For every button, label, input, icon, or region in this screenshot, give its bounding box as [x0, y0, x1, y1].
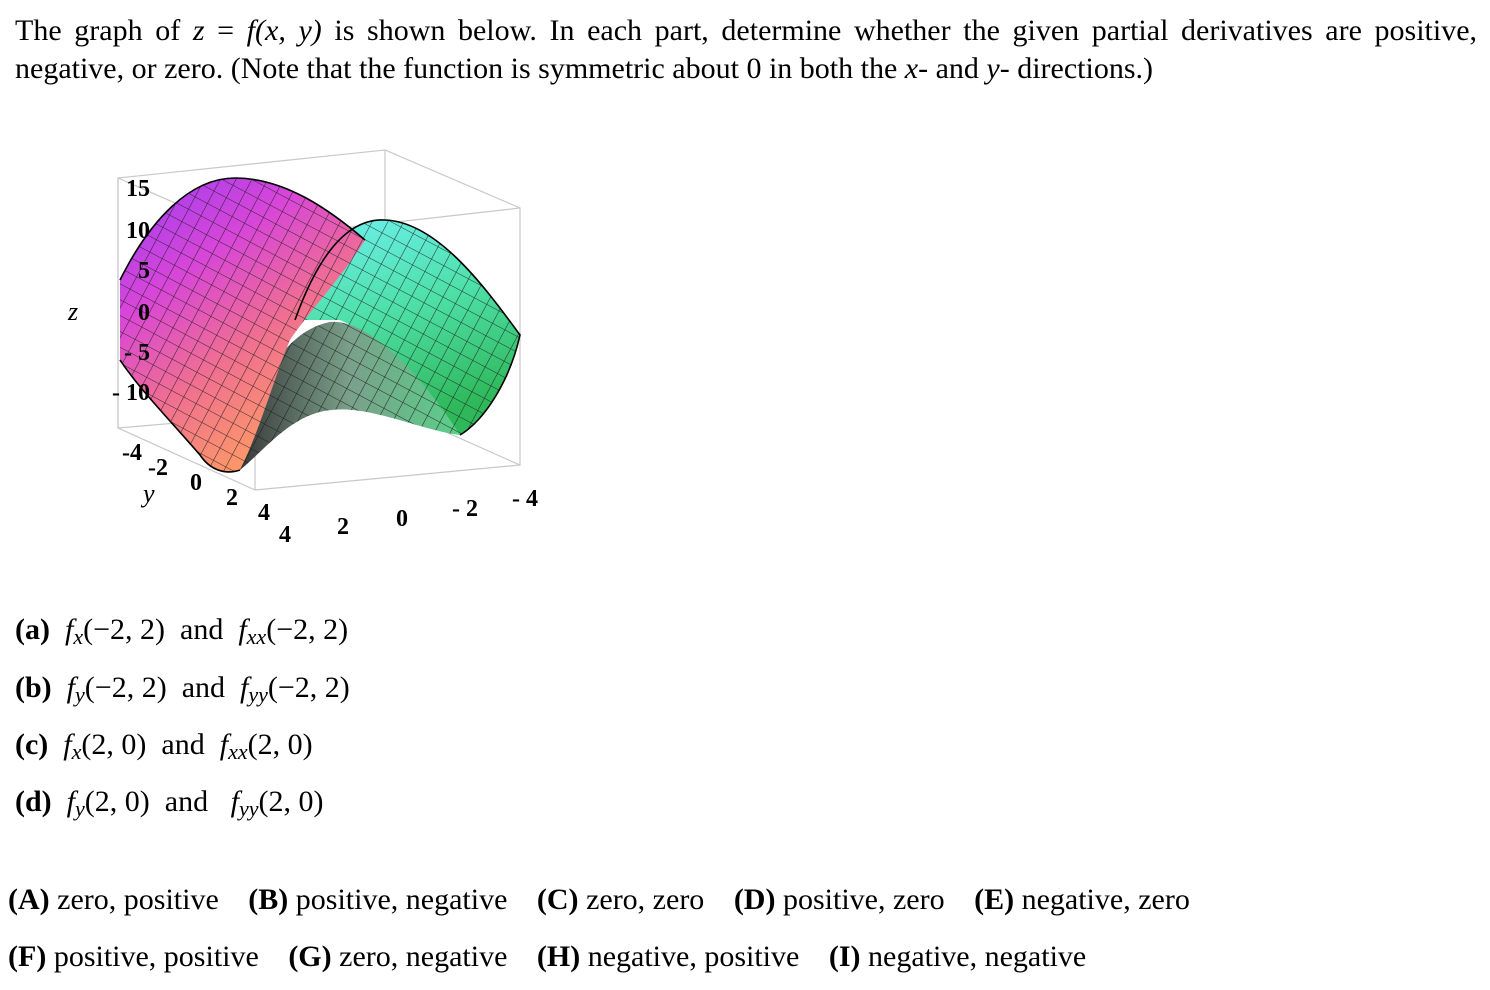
- part-label: (d): [15, 785, 52, 818]
- y-tick: -2: [148, 455, 168, 481]
- and-word: and: [180, 613, 224, 646]
- choice-text: positive, negative: [295, 883, 508, 916]
- choice-text: zero, positive: [57, 883, 219, 916]
- choice-key: (B): [248, 883, 289, 916]
- choice-key: (I): [828, 940, 861, 973]
- choice-text: negative, negative: [868, 940, 1087, 973]
- var-x: x: [904, 52, 919, 85]
- fn: f: [230, 785, 239, 818]
- choice-d: [734, 882, 945, 918]
- choice-key: (G): [288, 940, 332, 973]
- and-word: and: [164, 785, 209, 818]
- z-tick: 5: [138, 258, 150, 284]
- choice-key: (A): [8, 883, 50, 916]
- point: (2, 0): [81, 728, 147, 761]
- z-tick: 0: [138, 300, 150, 326]
- choice-b: [248, 882, 507, 918]
- choice-text: zero, zero: [586, 883, 705, 916]
- point: (−2, 2): [84, 671, 167, 704]
- subscript: x: [71, 739, 82, 764]
- y-axis-label: y: [143, 479, 155, 508]
- choice-f: [8, 939, 259, 975]
- choice-i: [829, 939, 1086, 975]
- choice-text: negative, positive: [587, 940, 800, 973]
- z-axis-label: z: [68, 297, 79, 326]
- fn: f: [219, 728, 229, 761]
- problem-statement: [15, 12, 1477, 88]
- subscript: x: [73, 624, 84, 649]
- subscript: y: [75, 796, 85, 821]
- choice-e: [974, 882, 1190, 918]
- intro-text-3: - and: [918, 52, 979, 85]
- fn: f: [66, 785, 76, 818]
- subscript: yy: [238, 796, 259, 821]
- x-tick: 4: [279, 522, 291, 548]
- choice-h: [537, 939, 799, 975]
- choice-g: [288, 939, 507, 975]
- choice-c: [537, 882, 704, 918]
- choice-key: (E): [974, 883, 1015, 916]
- z-axis: [67, 176, 150, 428]
- fn: f: [64, 613, 74, 646]
- var-f: f: [246, 14, 256, 47]
- intro-text-4: - directions.): [999, 52, 1154, 85]
- surface-plot: [40, 130, 560, 560]
- subscript: xx: [246, 624, 267, 649]
- part-label: (b): [15, 671, 52, 704]
- point: (2, 0): [258, 785, 324, 818]
- choice-key: (H): [536, 940, 581, 973]
- fn: f: [238, 613, 247, 646]
- subscript: yy: [248, 682, 268, 707]
- choice-key: (F): [8, 940, 47, 973]
- z-tick: - 10: [112, 380, 150, 406]
- x-tick: - 2: [452, 496, 478, 522]
- choice-key: (D): [733, 883, 776, 916]
- z-tick: 15: [126, 176, 150, 202]
- part-d: [15, 784, 323, 827]
- subscript: y: [75, 682, 85, 707]
- point: (−2, 2): [83, 613, 165, 646]
- y-tick: 0: [190, 470, 202, 496]
- y-tick: -4: [122, 440, 142, 466]
- x-tick: 2: [337, 514, 349, 540]
- part-b: [15, 670, 350, 713]
- z-tick: - 5: [124, 340, 150, 366]
- part-a: [15, 612, 348, 655]
- var-y: y: [986, 52, 1000, 85]
- point: (−2, 2): [266, 613, 349, 646]
- fn: f: [66, 671, 76, 704]
- x-tick: - 4: [512, 486, 538, 512]
- y-tick: 4: [258, 500, 270, 526]
- fn: f: [240, 671, 249, 704]
- x-tick: 0: [396, 506, 408, 532]
- x-axis: [279, 486, 538, 548]
- part-label: (c): [15, 728, 49, 761]
- var-args: (x, y): [255, 14, 322, 47]
- equals-sign: =: [217, 14, 235, 47]
- choice-a: [8, 882, 219, 918]
- and-word: and: [181, 671, 226, 704]
- intro-text-2: is shown below. In each part, determine whether the given partial derivatives are positive, negative, or zero. (Note that the function is symmetric about 0 in both the: [15, 14, 1478, 85]
- y-tick: 2: [226, 485, 238, 511]
- choices-row-2: [8, 939, 1108, 975]
- and-word: and: [161, 728, 205, 761]
- point: (2, 0): [247, 728, 313, 761]
- part-c: [15, 727, 313, 770]
- point: (2, 0): [84, 785, 150, 818]
- choice-text: positive, positive: [53, 940, 259, 973]
- part-label: (a): [15, 613, 50, 646]
- z-tick: 10: [126, 218, 150, 244]
- point: (−2, 2): [267, 671, 350, 704]
- choice-text: zero, negative: [339, 940, 508, 973]
- intro-text-1: The graph of: [15, 14, 181, 47]
- choices-row-1: [8, 882, 1212, 918]
- var-z: z: [192, 14, 205, 47]
- subscript: xx: [228, 739, 248, 764]
- fn: f: [63, 728, 72, 761]
- choice-text: negative, zero: [1021, 883, 1190, 916]
- choice-text: positive, zero: [782, 883, 945, 916]
- choice-key: (C): [536, 883, 579, 916]
